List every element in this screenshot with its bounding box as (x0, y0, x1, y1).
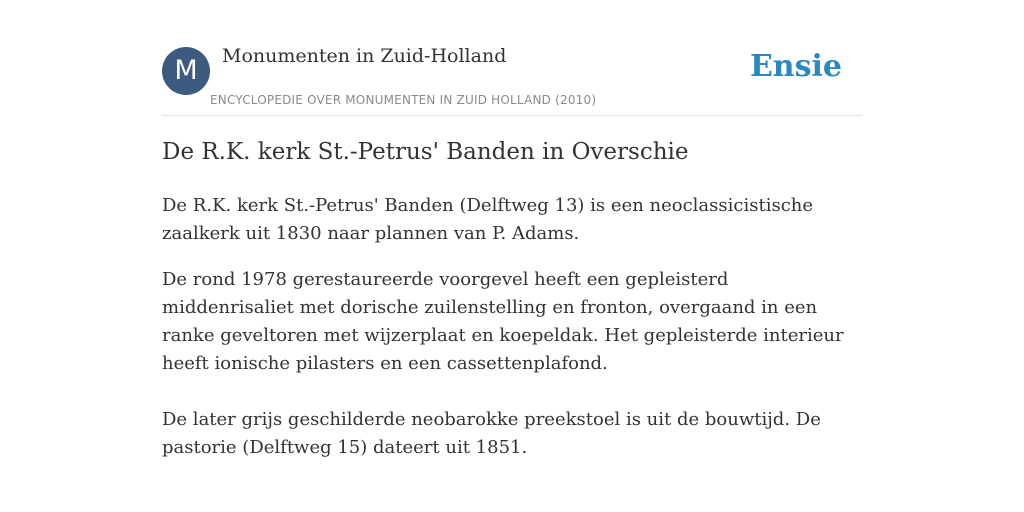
article-body (162, 192, 862, 480)
paragraph: De rond 1978 gerestaureerde voorgevel heeft een gepleisterd middenrisaliet met dorische zuilenstelling en fronton, overgaand in een ranke geveltoren met wijzerplaat en koepeldak. Het gepleisterde interieur heeft ionische pilasters en een cassettenplafond. (162, 269, 844, 374)
paragraph: De R.K. kerk St.-Petrus' Banden (Delftweg 13) is een neoclassicistische zaalkerk uit 1830 naar plannen van P. Adams. (162, 195, 814, 244)
paragraph: De later grijs geschilderde neobarokke preekstoel is uit de bouwtijd. De pastorie (Delftweg 15) dateert uit 1851. (162, 409, 821, 458)
source-header (162, 0, 862, 116)
source-subtitle: ENCYCLOPEDIE OVER MONUMENTEN IN ZUID HOLLAND (2010) (210, 93, 597, 107)
source-title[interactable]: Monumenten in Zuid-Holland (222, 45, 507, 67)
page (162, 0, 862, 458)
ensie-logo[interactable]: Ensie (749, 49, 842, 84)
article-title: De R.K. kerk St.-Petrus' Banden in Overschie (162, 139, 689, 165)
avatar[interactable]: M (162, 47, 210, 95)
